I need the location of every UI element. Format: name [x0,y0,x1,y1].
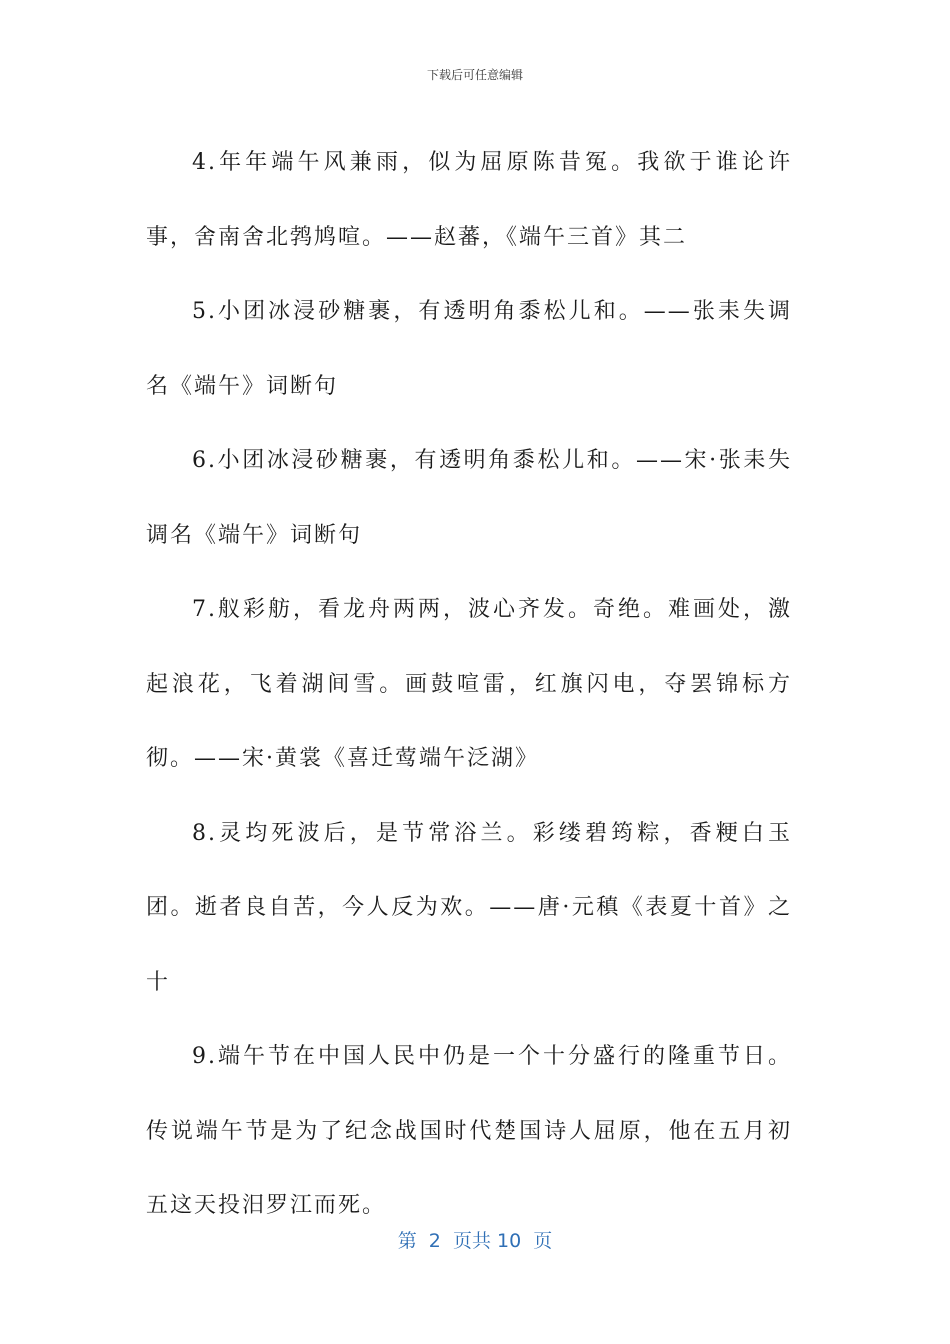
page-number-footer: 第 2 页共 10 页 [397,1230,553,1252]
header-note: 下载后可任意编辑 [426,68,523,82]
paragraph-5: 5.小团冰浸砂糖裹，有透明角黍松儿和。——张耒失调名《端午》词断句 [146,299,792,399]
paragraph-7: 7.舣彩舫，看龙舟两两，波心齐发。奇绝。难画处，激起浪花，飞着湖间雪。画鼓喧雷，红旗闪电，夺罢锦标方彻。——宋·黄裳《喜迁莺端午泛湖》 [146,597,792,771]
document-body [146,126,792,1244]
paragraph-8: 8.灵均死波后，是节常浴兰。彩缕碧筠粽，香粳白玉团。逝者良自苦，今人反为欢。——唐·元稹《表夏十首》之十 [146,820,792,995]
paragraph-4: 4.年年端午风兼雨，似为屈原陈昔冤。我欲于谁论许事，舍南舍北鹁鸠喧。——赵蕃，《端午三首》其二 [146,150,792,250]
paragraph-9: 9.端午节在中国人民中仍是一个十分盛行的隆重节日。传说端午节是为了纪念战国时代楚国诗人屈原，他在五月初五这天投汨罗江而死。 [146,1044,792,1218]
paragraph-6: 6.小团冰浸砂糖裹，有透明角黍松儿和。——宋·张耒失调名《端午》词断句 [146,448,792,548]
